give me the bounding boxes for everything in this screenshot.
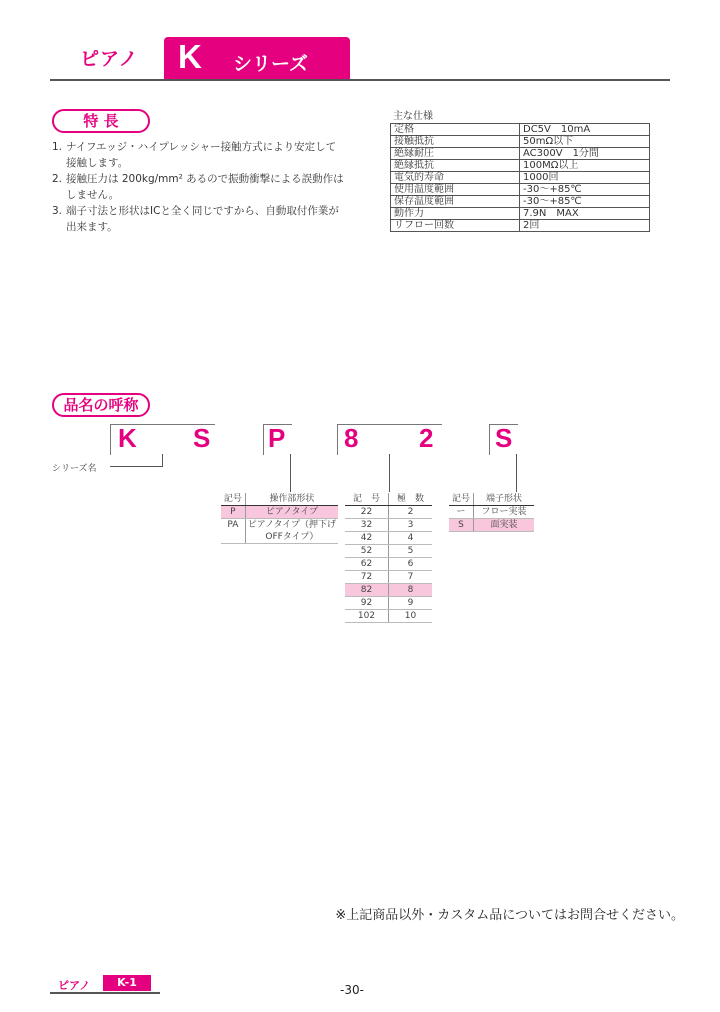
table-row: 92 9 xyxy=(345,597,432,610)
code-8: 8 xyxy=(344,423,359,453)
spec-label: 接触抵抗 xyxy=(391,136,520,148)
table-row: 42 4 xyxy=(345,532,432,545)
connector xyxy=(389,454,390,492)
spec-label: 保存温度範囲 xyxy=(391,196,520,208)
features-heading: 特 長 xyxy=(52,109,150,133)
table-row: 52 5 xyxy=(345,545,432,558)
spec-row xyxy=(391,208,650,220)
specs-table xyxy=(390,123,650,232)
table-row: 72 7 xyxy=(345,571,432,584)
code-s2: S xyxy=(495,423,513,453)
table-row: 102 10 xyxy=(345,610,432,623)
spec-label: 動作力 xyxy=(391,208,520,220)
operation-table: 記号 操作部形状 P ピアノタイプ PA ピアノタイプ（押下げ OFFタイプ） xyxy=(221,493,338,544)
spec-row xyxy=(391,184,650,196)
poles-table: 記 号 極 数 22 2 32 3 42 4 52 5 62 6 72 7 82 8 92 9 102 10 xyxy=(345,493,432,623)
spec-value: -30～+85℃ xyxy=(520,196,650,208)
table-row: S 面実装 xyxy=(449,519,534,532)
spec-label: 絶縁耐圧 xyxy=(391,148,520,160)
terminal-table: 記号 端子形状 ー フロー実装 S 面実装 xyxy=(449,493,534,532)
specs-title: 主な仕様 xyxy=(393,111,433,122)
code-s: S xyxy=(193,423,211,453)
spec-row xyxy=(391,148,650,160)
spec-label: リフロー回数 xyxy=(391,220,520,232)
table-row: 62 6 xyxy=(345,558,432,571)
spec-value: -30～+85℃ xyxy=(520,184,650,196)
spec-value: 1000回 xyxy=(520,172,650,184)
custom-note: ※上記商品以外・カスタム品についてはお問合せください。 xyxy=(335,908,684,923)
code-2: 2 xyxy=(419,423,434,453)
naming-heading: 品名の呼称 xyxy=(52,393,150,417)
features-list: 1. ナイフエッジ・ハイプレッシャー接触方式により安定して 接触します。 2. 接触圧力は 200kg/mm² あるので振動衝撃による誤動作は しません。 3. 端子寸法と形状はICと全く同じですから、自動取付作業が 出来ます。 xyxy=(52,139,352,235)
spec-row xyxy=(391,136,650,148)
series-name-label: シリーズ名 xyxy=(52,464,97,474)
spec-row xyxy=(391,220,650,232)
connector xyxy=(162,454,163,466)
spec-value: 50mΩ以下 xyxy=(520,136,650,148)
table-row: 82 8 xyxy=(345,584,432,597)
spec-value: DC5V 10mA xyxy=(520,124,650,136)
connector xyxy=(516,454,517,492)
feature-item: 1. ナイフエッジ・ハイプレッシャー接触方式により安定して xyxy=(52,141,337,153)
brand-title: ピアノ xyxy=(80,48,139,70)
header-rule xyxy=(50,79,670,81)
connector xyxy=(110,466,163,467)
table-row: P ピアノタイプ xyxy=(221,506,338,519)
spec-label: 使用温度範囲 xyxy=(391,184,520,196)
code-p: P xyxy=(268,423,286,453)
table-row: 22 2 xyxy=(345,506,432,519)
table-row: ー フロー実装 xyxy=(449,506,534,519)
table-row: 32 3 xyxy=(345,519,432,532)
spec-value: 7.9N MAX xyxy=(520,208,650,220)
spec-label: 絶縁抵抗 xyxy=(391,160,520,172)
spec-row xyxy=(391,196,650,208)
spec-value: 2回 xyxy=(520,220,650,232)
connector xyxy=(290,454,291,492)
feature-item: 2. 接触圧力は 200kg/mm² あるので振動衝撃による誤動作は xyxy=(52,173,344,185)
series-letter: K xyxy=(178,38,202,75)
spec-value: AC300V 1分間 xyxy=(520,148,650,160)
feature-item: 3. 端子寸法と形状はICと全く同じですから、自動取付作業が xyxy=(52,205,339,217)
footer-code: K-1 xyxy=(103,975,151,991)
spec-value: 100MΩ以上 xyxy=(520,160,650,172)
series-suffix: シリーズ xyxy=(233,53,309,75)
footer-brand: ピアノ xyxy=(58,979,91,992)
spec-label: 定格 xyxy=(391,124,520,136)
spec-row xyxy=(391,124,650,136)
code-k: K xyxy=(118,423,137,453)
spec-row xyxy=(391,160,650,172)
spec-label: 電気的寿命 xyxy=(391,172,520,184)
page-number: -30- xyxy=(340,983,364,997)
table-row: PA ピアノタイプ（押下げ OFFタイプ） xyxy=(221,519,338,544)
spec-row xyxy=(391,172,650,184)
footer-rule xyxy=(50,992,160,994)
